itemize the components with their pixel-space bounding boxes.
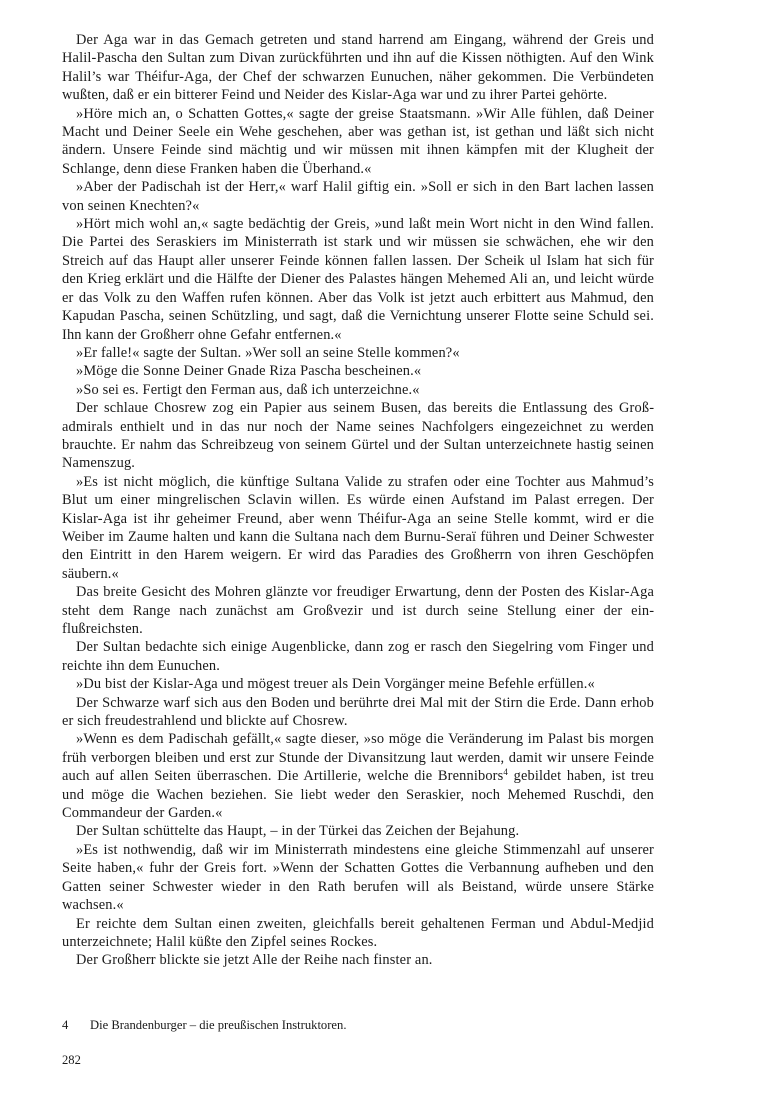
paragraph-with-footnote (62, 730, 654, 822)
footnote (62, 1017, 654, 1033)
paragraph: »So sei es. Fertigt den Ferman aus, daß ich unterzeichne.« (76, 381, 420, 398)
paragraph: »Es ist nicht möglich, die künftige Sultana Valide zu strafen oder eine Tochter aus Mahmud’s Blut um einer mingrelischen Sclavin willen. Es würde einen Aufstand im Palast erregen. Der Kislar-Aga ist ihr geheimer Freund, aber wenn Théifur-Aga an seine Stelle kommt, wird er die Weiber im Zaume halten und kann die Sultana nach dem Burnu-Seraï führen und Deiner Schwester den Eintritt in den Harem weigern. Er wird das Paradies des Großherrn von ihren Geschöpfen säubern.« (62, 473, 654, 582)
footnote-text: Die Brandenburger – die preußischen Instruktoren. (90, 1018, 347, 1032)
paragraph-part: »Wenn es dem Padischah gefällt,« sagte dieser, »so möge die Veränderung im Palast bis morgen früh verborgen bleiben und erst zur Stunde der Divansitzung laut werden, damit wir unsere Feinde auch auf allen Seiten überraschen. Die Artillerie, welche die Brennibors (62, 731, 654, 785)
paragraph: Der Schwarze warf sich aus den Boden und berührte drei Mal mit der Stirn die Erde. Dann erhob er sich freudestrahlend und blickte auf Chosrew. (62, 694, 654, 730)
paragraph: Er reichte dem Sultan einen zweiten, gleichfalls bereit gehaltenen Ferman und Abdul-Medjid unterzeichnete; Halil küßte den Zipfel seines Rockes. (62, 915, 654, 950)
body-text (62, 31, 654, 970)
paragraph: Der Aga war in das Gemach getreten und stand harrend am Eingang, während der Greis und Halil-Pascha den Sultan zum Divan zurückführten und ihn auf die Kissen nöthigten. Auf den Wink Halil’s war Théifur-Aga, der Chef der schwarzen Eunuchen, näher gekommen. Die Verbündeten wußten, daß er ein bitterer Feind und Neider des Kislar-Aga war und zu ihrer Partei gehörte. (62, 32, 654, 104)
paragraph: Das breite Gesicht des Mohren glänzte vor freudiger Erwartung, denn der Posten des Kislar-Aga steht dem Range nach zunächst am Großvezir und ist durch seine Stellung einer der einflußreichsten. (62, 584, 654, 637)
paragraph-part: gebildet haben, ist treu und möge die Wachen beziehen. Sie liebt weder den Seraskier, noch Mehemed Ruschdi, den Commandeur der Garden.« (62, 768, 654, 822)
page-number: 282 (62, 1053, 81, 1067)
paragraph: »Hört mich wohl an,« sagte bedächtig der Greis, »und laßt mein Wort nicht in den Wind fallen. Die Partei des Seraskiers im Ministerrath ist stark und wir müssen sie schwächen, ehe wir den Streich auf das Haupt aller unserer Feinde können fallen lassen. Der Scheik ul Islam hat sich für den Krieg erklärt und die Hälfte der Diener des Palastes hängen Mehemed Ali an, und leicht würde er das Volk zu den Waffen rufen können. Aber das Volk ist jetzt auch erbittert aus Mahmud, den Kapudan Pascha, seinen Schützling, und sagt, daß die Vernichtung unserer Flotte seine Schuld sei. Ihn kann der Großherr ohne Gefahr entfernen.« (62, 216, 654, 343)
footnote-reference[interactable]: 4 (503, 767, 509, 778)
footnote-number: 4 (62, 1018, 69, 1032)
paragraph: »Es ist nothwendig, daß wir im Ministerrath mindestens eine gleiche Stimmenzahl auf unserer Seite haben,« fuhr der Greis fort. »Wenn der Schatten Gottes die Verbannung aufheben und den Gatten seiner Schwester wieder in den Rath berufen will als Beistand, würde unsere Stärke wachsen.« (62, 841, 654, 914)
paragraph: »Möge die Sonne Deiner Gnade Riza Pascha bescheinen.« (76, 363, 422, 380)
paragraph: Der Großherr blickte sie jetzt Alle der Reihe nach finster an. (76, 952, 433, 969)
paragraph: »Du bist der Kislar-Aga und mögest treuer als Dein Vorgänger meine Befehle erfüllen.« (76, 676, 595, 693)
paragraph: Der Sultan bedachte sich einige Augenblicke, dann zog er rasch den Siegelring vom Finger und reichte ihn dem Eunuchen. (62, 639, 654, 674)
paragraph: »Höre mich an, o Schatten Gottes,« sagte der greise Staatsmann. »Wir Alle fühlen, daß Deiner Macht und Deiner Seele ein Wehe geschehen, aber was gethan ist, ist gethan und läßt sich nicht ändern. Unsere Feinde sind mächtig und wir müssen mit ihnen kämpfen mit der Klugheit der Schlange, denn diese Franken haben die Überhand.« (62, 105, 654, 177)
paragraph: »Aber der Padischah ist der Herr,« warf Halil giftig ein. »Soll er sich in den Bart lachen lassen von seinen Knechten?« (62, 179, 654, 214)
paragraph: Der schlaue Chosrew zog ein Papier aus seinem Busen, das bereits die Entlassung des Großadmirals enthielt und in das nur noch der Name seines Nachfolgers eingezeichnet zu werden brauchte. Er nahm das Schreibzeug von seinem Gürtel und der Sultan unterzeichnete hastig seinen Namenszug. (62, 400, 654, 472)
paragraph: Der Sultan schüttelte das Haupt, – in der Türkei das Zeichen der Bejahung. (76, 823, 520, 840)
paragraph: »Er falle!« sagte der Sultan. »Wer soll an seine Stelle kommen?« (76, 344, 460, 361)
